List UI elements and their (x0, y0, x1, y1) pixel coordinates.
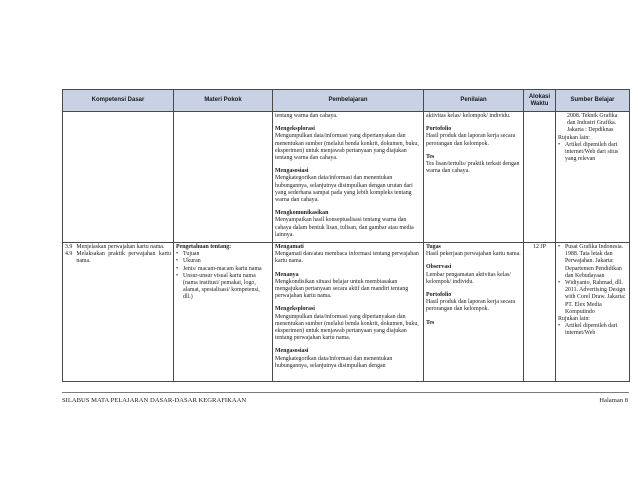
list-item: • Tujuan (176, 251, 270, 258)
block-list (275, 244, 421, 370)
section-heading: Menanya (275, 271, 299, 278)
section-heading: Portofolio (426, 126, 452, 133)
page-number: Halaman 8 (599, 397, 628, 404)
cell-sumber (556, 112, 630, 243)
list-item: • Artikel dipemileh dari internet/Web (558, 323, 627, 337)
section-heading: Mengasosiasi (275, 168, 309, 175)
section-text: Hasil pekerjaan perwajahan kartu nama. (426, 251, 521, 258)
section-heading: Mengamati (275, 244, 304, 250)
section-text: Mengumpulkan data/informasi yang dipertanyakan dan menentukan sumber (melalui benda konkrit, dokumen, buku, eksperimen) untuk menjawab pertanyaan yang diajukan tentang perwajahan kartu nama. (275, 313, 419, 342)
section-text: Mengumpulkan data/informasi yang dipertanyakan dan menentukan sumber (melalui benda konkrit, dokumen, buku, eksperimen) untuk menjawab pertanyaan yang diajukan tentang warna dan cahaya. (275, 133, 419, 162)
kd-number: 4.9 (65, 251, 73, 258)
source-list (558, 142, 627, 164)
cell-alokasi (524, 112, 556, 243)
cell-alokasi: 12 JP (524, 243, 556, 382)
source-heading: Rujukan lain: (558, 316, 590, 323)
kd-number: 3.9 (65, 244, 73, 250)
table-row (63, 112, 630, 243)
section-text: Hasil produk dan laporan kerja secara perorangan dan kelompok. (426, 133, 516, 147)
cell-penilaian (424, 112, 524, 243)
section-text: aktivitas kelas/ kelompok/ individu. (426, 113, 511, 119)
table-header-row (63, 90, 630, 112)
header-pembelajaran: Pembelajaran (273, 90, 424, 112)
section-text: tentang warna dan cahaya. (275, 113, 338, 119)
section-text: Lembar pengamatan aktivitas kelas/ kelompok/ individu. (426, 271, 511, 285)
section-heading: Tes (426, 153, 435, 160)
block-list (426, 113, 521, 175)
section-text: Mengkategorikan data/informasi dan menentukan hubungannya, selanjutnya disimpulkan dengan urutan dari yang sederhana sampai pada yang lebih kompleks tentang warna dan cahaya. (275, 175, 413, 204)
list-item: • Ukuran (176, 258, 270, 265)
block-list (426, 244, 521, 327)
section-text: Tes lisan/tertulis/ praktik terkait dengan warna dan cahaya. (426, 161, 520, 175)
list-item: • Widiyanto, Rahmad, dll. 2011. Advertising Design with Corel Draw. Jakarta: PT. Elex Media Komputindo (558, 280, 627, 316)
materi-heading: Pengetahuan tentang: (176, 244, 232, 250)
header-materi-pokok: Materi Pokok (174, 90, 273, 112)
source-list (558, 323, 627, 337)
source-heading: Rujukan lain: (558, 134, 590, 141)
header-sumber-belajar: Sumber Belajar (556, 90, 630, 112)
section-heading: Mengeksplorasi (275, 306, 315, 313)
cell-kompetensi (63, 243, 174, 382)
source-text: 2008. Teknik Grafika dan Industri Grafika. Jakarta : Depdiknas (567, 113, 618, 134)
header-penilaian: Penilaian (424, 90, 524, 112)
cell-kompetensi (63, 112, 174, 243)
section-text: Mengkondisikan situasi belajar untuk membiasakan mengajukan pertanyaan secara aktif dan mandiri tentang perwajahan kartu nama. (275, 278, 409, 300)
section-text: Mengkategorikan data/informasi dan menentukan hubungannya, selanjutnya disimpulkan dengan (275, 355, 393, 369)
cell-penilaian (424, 243, 524, 382)
kd-text: Melaksakan praktik perwajahan kartu nama. (76, 251, 171, 265)
kd-item (65, 251, 171, 265)
header-alokasi-waktu: Alokasi Waktu (524, 90, 556, 112)
footer-title: SILABUS MATA PELAJARAN DASAR-DASAR KEGRAFIKAAN (62, 397, 247, 404)
section-heading: Tes (426, 319, 435, 326)
section-heading: Mengasosiasi (275, 348, 309, 355)
section-heading: Mengkomunikasikan (275, 210, 329, 217)
list-item: • Unsur-unsur visual kartu nama (nama institusi/ pemakai, logo, alamat, spesialisasi/ kompetensi, dll.) (176, 273, 270, 302)
kd-item (65, 244, 171, 251)
section-text: Menyampaikan hasil konseptualisasi tentang warna dan cahaya dalam bentuk lisan, tulisan, dan gambar atau media lainnya. (275, 217, 414, 238)
cell-sumber (556, 243, 630, 382)
header-kompetensi-dasar: Kompetensi Dasar (63, 90, 174, 112)
section-heading: Observasi (426, 264, 452, 271)
cell-materi (174, 112, 273, 243)
list-item: • Artikel dipemileh dari internet/Web dari situs yang relevan (558, 142, 627, 164)
cell-materi (174, 243, 273, 382)
section-text: Hasil produk dan laporan kerja secara perorangan dan kelompok. (426, 299, 516, 313)
section-heading: Tugas (426, 244, 441, 250)
section-heading: Mengeksplorasi (275, 126, 315, 133)
cell-pembelajaran (273, 112, 424, 243)
cell-pembelajaran (273, 243, 424, 382)
source-list (558, 244, 627, 316)
materi-list (176, 251, 270, 301)
list-item: • Pusat Grafika Indonesia. 1988. Tata letak dan Perwajahan. Jakarta: Departemen Pendidikan dan Kebudayaan (558, 244, 627, 280)
table-row (63, 243, 630, 382)
section-text: Mengamati dan/atau membaca informasi tentang perwajahan kartu nama. (275, 251, 419, 265)
syllabus-table (62, 89, 630, 382)
block-list (275, 113, 421, 239)
section-heading: Portofolio (426, 292, 452, 299)
list-item: • Jenis/ macam-macam kartu nama (176, 266, 270, 273)
kd-text: Menjelaskan perwajahan kartu nama. (76, 244, 165, 250)
footer-divider (62, 392, 629, 393)
